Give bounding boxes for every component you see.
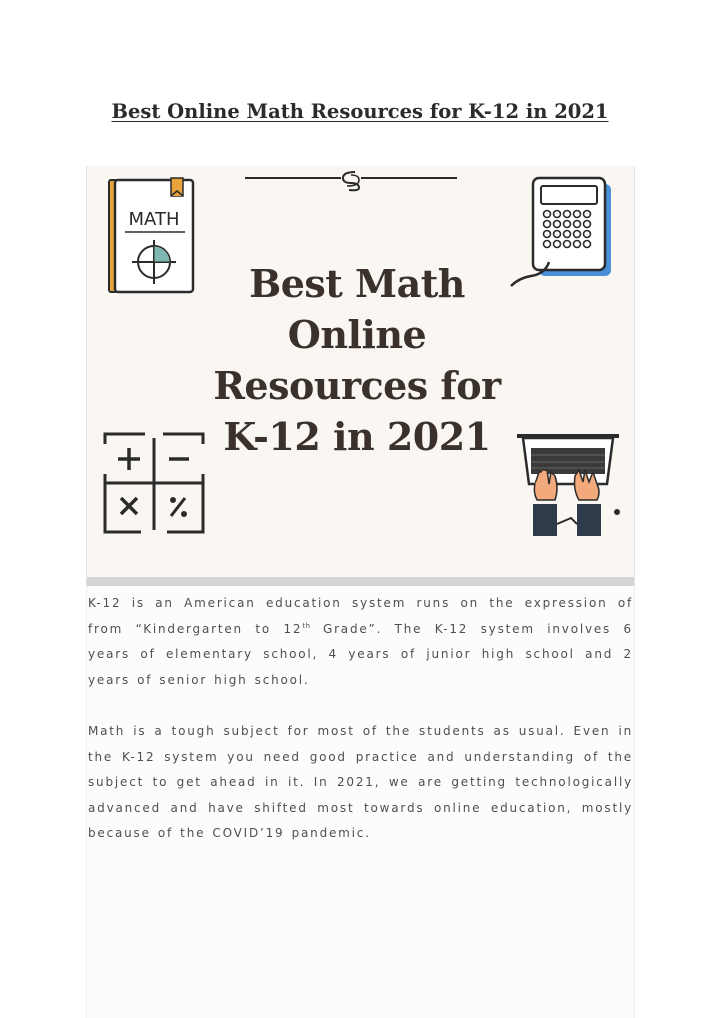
book-math-icon <box>105 176 197 296</box>
hero-title-line: K-12 in 2021 <box>223 414 491 459</box>
hero-bottom-bar <box>87 577 634 586</box>
hero-title-line: Resources for <box>213 363 501 408</box>
paragraph-text: K-12 is an American education system runs on the expression of from “Kindergarten to 12 <box>88 596 633 636</box>
hero-title-line: Online <box>287 312 427 357</box>
paragraph-text: Grade”. The K-12 system involves 6 years of elementary school, 4 years of junior high school and 2 years of senior high school. <box>88 621 633 687</box>
book-label: MATH <box>128 209 180 230</box>
superscript-th: th <box>302 621 311 630</box>
hero-banner-image <box>86 166 635 586</box>
document-title-text: Best Online Math Resources for K-12 in 2021 <box>111 100 609 123</box>
document-title <box>0 100 720 123</box>
divider-ornament-icon <box>243 168 459 192</box>
laptop-hands-icon <box>513 432 625 540</box>
paragraph-math-tough: Math is a tough subject for most of the students as usual. Even in the K-12 system you need good practice and understanding of the subject to get ahead in it. In 2021, we are getting technologically advanced and have shifted most towards online education, mostly because of the COVID’19 pandemic. <box>88 724 633 840</box>
hero-title-line: Best Math <box>249 261 465 306</box>
hero-title <box>187 258 527 462</box>
paragraph-k12-intro <box>88 591 633 693</box>
